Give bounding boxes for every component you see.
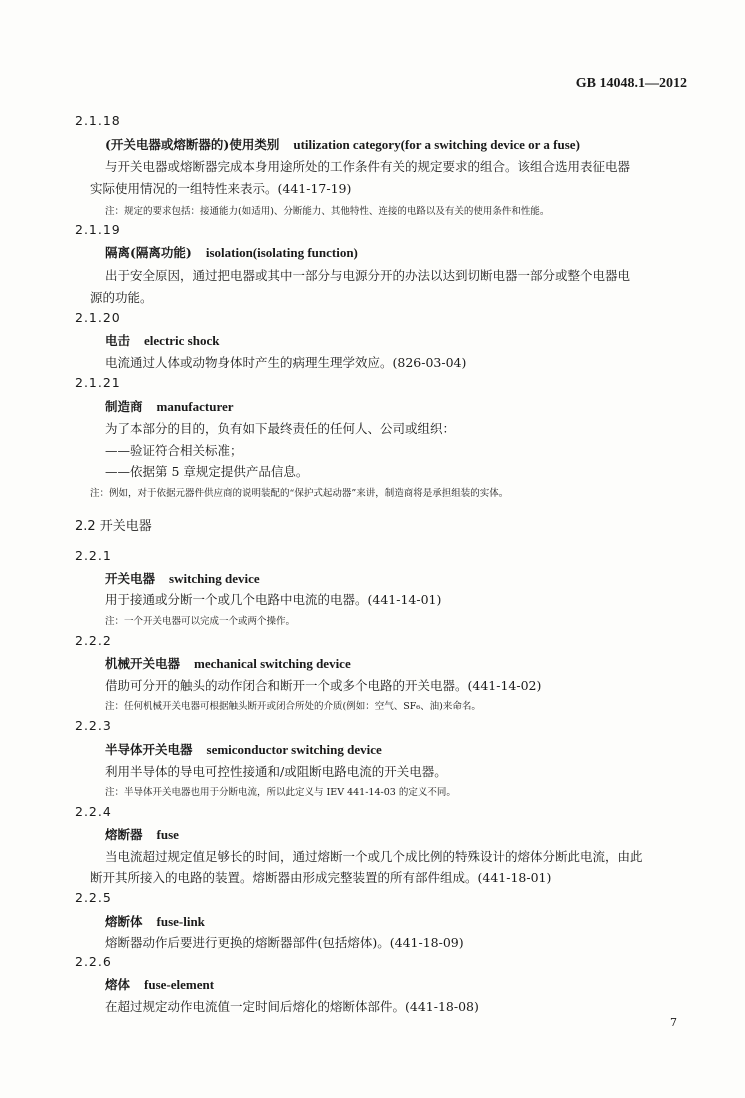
term-en: electric shock xyxy=(144,333,220,348)
list-item: ——验证符合相关标准； xyxy=(105,443,243,458)
clause-number: 2.2.4 xyxy=(75,804,112,819)
standard-header: GB 14048.1—2012 xyxy=(575,76,687,91)
term-zh: 熔断体 xyxy=(105,914,143,929)
term-en: utilization category(for a switching device or a fuse) xyxy=(293,137,580,152)
term-zh: 机械开关电器 xyxy=(105,656,181,671)
definition-text: 电流通过人体或动物身体时产生的病理生理学效应。(826-03-04) xyxy=(105,355,467,370)
clause-number: 2.2.3 xyxy=(75,718,112,733)
term-heading xyxy=(105,975,214,993)
term-zh: 熔体 xyxy=(105,977,131,992)
term-heading xyxy=(105,397,234,415)
definition-text: 在超过规定动作电流值一定时间后熔化的熔断体部件。(441-18-08) xyxy=(105,999,479,1014)
term-zh: 开关电器 xyxy=(105,571,156,586)
clause-number: 2.2.6 xyxy=(75,954,112,969)
definition-text: 实际使用情况的一组特性来表示。(441-17-19) xyxy=(90,181,352,196)
term-heading xyxy=(105,740,382,758)
term-en: isolation(isolating function) xyxy=(205,245,358,260)
term-en: fuse xyxy=(156,827,179,842)
clause-number: 2.1.20 xyxy=(75,310,121,325)
definition-text: 源的功能。 xyxy=(90,290,153,305)
list-item: ——依据第 5 章规定提供产品信息。 xyxy=(105,464,309,479)
definition-text: 利用半导体的导电可控性接通和/或阻断电路电流的开关电器。 xyxy=(105,764,447,779)
note-text: 注：例如，对于依据元器件供应商的说明装配的“保护式起动器”来讲，制造商将是承担组装的实体。 xyxy=(90,488,509,499)
definition-text: 与开关电器或熔断器完成本身用途所处的工作条件有关的规定要求的组合。该组合选用表征电器 xyxy=(105,159,631,174)
term-zh: 熔断器 xyxy=(105,827,143,842)
term-heading xyxy=(105,825,179,843)
term-en: fuse-element xyxy=(144,977,215,992)
term-en: switching device xyxy=(169,571,260,586)
definition-text: 用于接通或分断一个或几个电路中电流的电器。(441-14-01) xyxy=(105,592,442,607)
term-heading xyxy=(105,654,351,672)
definition-text: 借助可分开的触头的动作闭合和断开一个或多个电路的开关电器。(441-14-02) xyxy=(105,678,542,693)
note-text: 注：规定的要求包括：接通能力(如适用)、分断能力、其他特性、连接的电路以及有关的使用条件和性能。 xyxy=(105,206,550,217)
term-en: fuse-link xyxy=(156,914,205,929)
term-en: semiconductor switching device xyxy=(206,742,382,757)
definition-text: 出于安全原因，通过把电器或其中一部分与电源分开的办法以达到切断电器一部分或整个电器电 xyxy=(105,268,631,283)
term-en: mechanical switching device xyxy=(194,656,351,671)
term-zh: 电击 xyxy=(105,333,131,348)
term-en: manufacturer xyxy=(156,399,234,414)
definition-text: 当电流超过规定值足够长的时间，通过熔断一个或几个成比例的特殊设计的熔体分断此电流，由此 xyxy=(105,849,643,864)
note-text: 注：任何机械开关电器可根据触头断开或闭合所处的介质(例如：空气、SF₆、油)来命名。 xyxy=(105,701,481,712)
clause-number: 2.1.19 xyxy=(75,222,121,237)
clause-number: 2.1.21 xyxy=(75,375,121,390)
definition-text: 熔断器动作后要进行更换的熔断器部件(包括熔体)。(441-18-09) xyxy=(105,935,464,950)
note-text: 注：半导体开关电器也用于分断电流，所以此定义与 IEV 441-14-03 的定义不同。 xyxy=(105,787,456,798)
clause-number: 2.2.5 xyxy=(75,890,112,905)
term-heading xyxy=(105,243,358,261)
definition-text: 断开其所接入的电路的装置。熔断器由形成完整装置的所有部件组成。(441-18-01) xyxy=(90,870,552,885)
definition-text: 为了本部分的目的，负有如下最终责任的任何人、公司或组织： xyxy=(105,421,456,436)
page-number: 7 xyxy=(670,1016,677,1029)
clause-number: 2.2.2 xyxy=(75,633,112,648)
term-heading xyxy=(105,135,580,153)
term-heading xyxy=(105,331,219,349)
section-heading: 2.2 开关电器 xyxy=(75,519,152,534)
term-zh: 半导体开关电器 xyxy=(105,742,193,757)
clause-number: 2.2.1 xyxy=(75,548,112,563)
term-heading xyxy=(105,569,260,587)
term-zh: 隔离(隔离功能) xyxy=(105,245,192,260)
term-zh: (开关电器或熔断器的)使用类别 xyxy=(105,137,280,152)
clause-number: 2.1.18 xyxy=(75,113,121,128)
term-heading xyxy=(105,912,205,930)
note-text: 注：一个开关电器可以完成一个或两个操作。 xyxy=(105,616,296,627)
term-zh: 制造商 xyxy=(105,399,143,414)
